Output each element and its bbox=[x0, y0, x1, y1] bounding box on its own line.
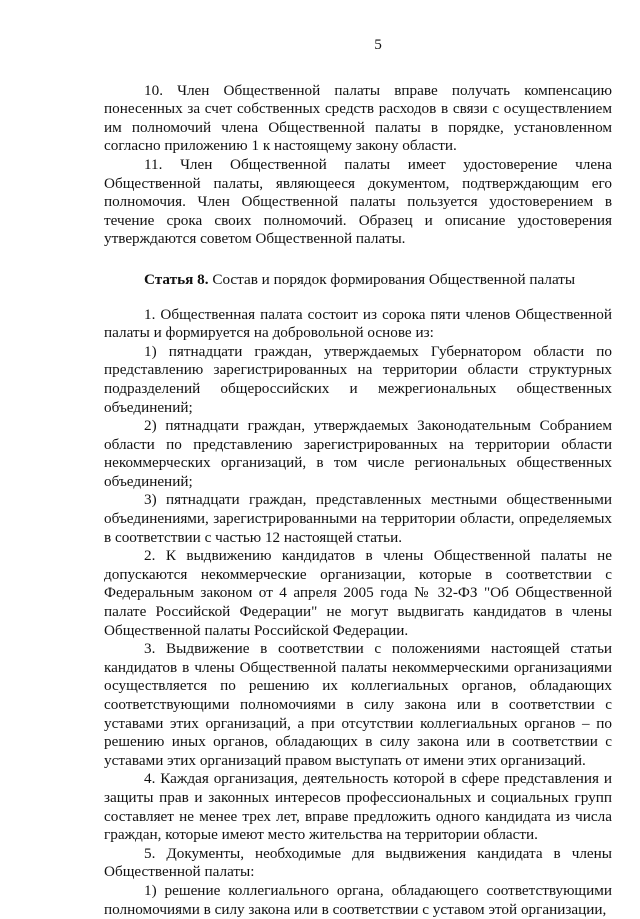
paragraph-11: 11. Член Общественной палаты имеет удостоверение члена Общественной палаты, являющееся документом, подтверждающим его полномочия. Член Общественной палаты пользуется удостоверением в течение срока своих полномочий. Образец и описание удостоверения утверждаются советом Общественной палаты. bbox=[104, 155, 612, 248]
paragraph-2: 2. К выдвижению кандидатов в члены Общественной палаты не допускаются некоммерческие организации, которые в соответствии с Федеральным законом от 4 апреля 2005 года № 32-ФЗ "Об Общественной палате Российской Федерации" не могут выдвигать кандидатов в члены Общественной палаты Российской Федерации. bbox=[104, 547, 612, 639]
paragraph-1-item-1: 1) пятнадцати граждан, утверждаемых Губернатором области по представлению зарегистрированных на территории области структурных подразделений общероссийских и межрегиональных общественных объединений; bbox=[104, 342, 612, 416]
article-label: Статья 8. bbox=[144, 270, 209, 288]
paragraph-5: 5. Документы, необходимые для выдвижения кандидата в члены Общественной палаты: bbox=[104, 844, 612, 881]
paragraph-1: 1. Общественная палата состоит из сорока пяти членов Общественной палаты и формируется на добровольной основе из: bbox=[104, 305, 612, 342]
paragraph-1-item-2: 2) пятнадцати граждан, утверждаемых Законодательным Собранием области по представлению зарегистрированных на территории области некоммерческих организаций, в том числе региональных общественных объединений; bbox=[104, 417, 612, 490]
paragraph-10: 10. Член Общественной палаты вправе получать компенсацию понесенных за счет собственных средств расходов в связи с осуществлением им полномочий члена Общественной палаты в порядке, установленном согласно приложению 1 к настоящему закону области. bbox=[104, 81, 612, 155]
paragraph-4: 4. Каждая организация, деятельность которой в сфере представления и защиты прав и законных интересов профессиональных и социальных групп составляет не менее трех лет, вправе предложить одного кандидата из числа граждан, которые имеют место жительства на территории области. bbox=[104, 770, 612, 844]
section-gap bbox=[104, 249, 612, 271]
paragraph-3: 3. Выдвижение в соответствии с положениями настоящей статьи кандидатов в члены Общественной палаты некоммерческими организациями осуществляется по решению их коллегиальных органов, обладающих соответствующими полномочиями в силу закона или в соответствии с уставами этих организаций, а при отсутствии коллегиальных органов – по решению иных органов, обладающих в силу закона или в соответствии с уставами этих организаций правом выступать от имени этих организаций. bbox=[104, 640, 612, 769]
article-heading bbox=[104, 271, 612, 290]
paragraph-1-item-3: 3) пятнадцати граждан, представленных местными общественными объединениями, зарегистрированными на территории области, определяемых в соответствии с частью 12 настоящей статьи. bbox=[104, 491, 612, 546]
paragraph-5-item-1: 1) решение коллегиального органа, обладающего соответствующими полномочиями в силу закона или в соответствии с уставом этой организации, bbox=[104, 881, 612, 918]
article-title: Состав и порядок формирования Общественной палаты bbox=[212, 270, 576, 288]
page-number: 5 bbox=[374, 36, 382, 53]
